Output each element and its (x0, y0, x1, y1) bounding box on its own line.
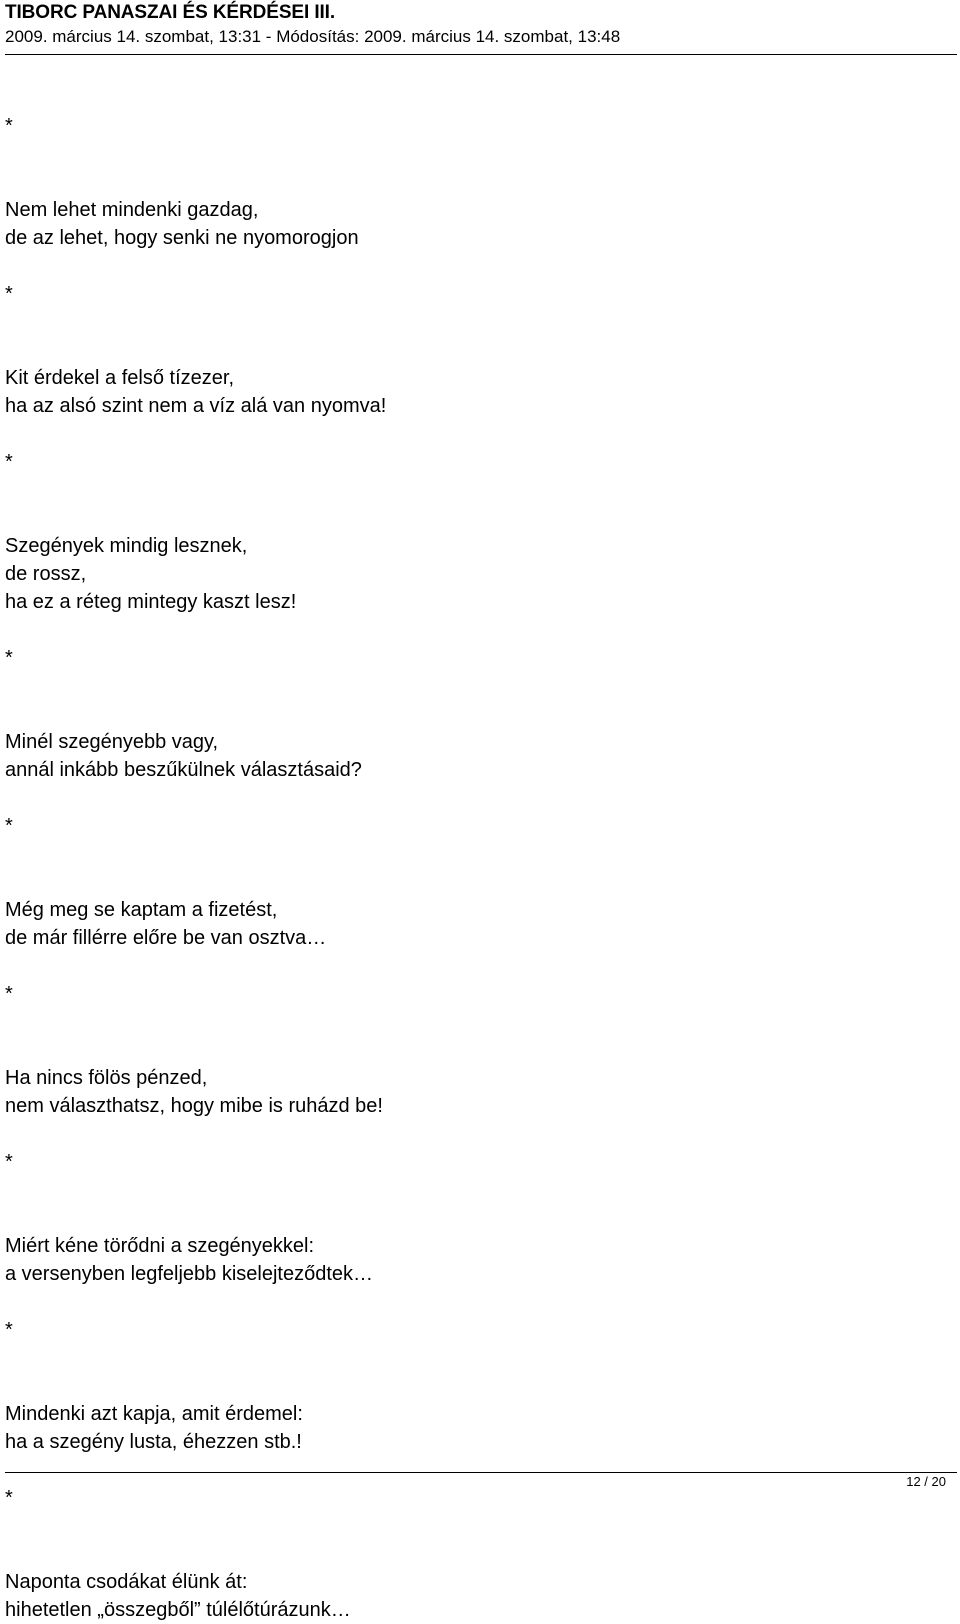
stanza (5, 280, 945, 448)
header-divider (5, 54, 957, 55)
verse-line: nem választhatsz, hogy mibe is ruházd be! (5, 1095, 383, 1117)
verse-line: de az lehet, hogy senki ne nyomorogjon (5, 227, 359, 249)
stanza-separator-star: * (5, 1151, 13, 1173)
stanza (5, 1484, 945, 1624)
stanza-separator-star: * (5, 283, 13, 305)
verse-line: ha ez a réteg mintegy kaszt lesz! (5, 591, 297, 613)
stanza-separator-star: * (5, 1319, 13, 1341)
verse-line: ha a szegény lusta, éhezzen stb.! (5, 1431, 302, 1453)
stanza-separator-star: * (5, 983, 13, 1005)
stanza-separator-star: * (5, 451, 13, 473)
verse-line: de rossz, (5, 563, 87, 585)
stanza-separator-star: * (5, 1487, 13, 1509)
date-meta: 2009. március 14. szombat, 13:31 - Módosítás: 2009. március 14. szombat, 13:48 (5, 27, 621, 46)
verse-line: Nem lehet mindenki gazdag, (5, 199, 259, 221)
verse-line: Mindenki azt kapja, amit érdemel: (5, 1403, 303, 1425)
verse-line: ha az alsó szint nem a víz alá van nyomva! (5, 395, 387, 417)
verse-line: hihetetlen „összegből” túlélőtúrázunk… (5, 1599, 351, 1621)
stanza (5, 448, 945, 644)
verse-line: de már fillérre előre be van osztva… (5, 927, 327, 949)
stanza (5, 980, 945, 1148)
stanza-separator-star: * (5, 815, 13, 837)
verse-line: Naponta csodákat élünk át: (5, 1571, 248, 1593)
stanza (5, 812, 945, 980)
stanza (5, 1148, 945, 1316)
verse-line: Kit érdekel a felső tízezer, (5, 367, 235, 389)
poem-body (5, 112, 945, 1624)
page-title: TIBORC PANASZAI ÉS KÉRDÉSEI III. (5, 2, 336, 23)
verse-line: a versenyben legfeljebb kiselejteződtek… (5, 1263, 373, 1285)
verse-line: Miért kéne törődni a szegényekkel: (5, 1235, 315, 1257)
verse-line: annál inkább beszűkülnek választásaid? (5, 759, 362, 781)
verse-line: Szegények mindig lesznek, (5, 535, 248, 557)
stanza (5, 644, 945, 812)
stanza (5, 1316, 945, 1484)
verse-line: Minél szegényebb vagy, (5, 731, 219, 753)
stanza-separator-star: * (5, 647, 13, 669)
stanza (5, 112, 945, 280)
verse-line: Még meg se kaptam a fizetést, (5, 899, 278, 921)
footer-divider (5, 1472, 957, 1473)
stanza-separator-star: * (5, 115, 13, 137)
page-number: 12 / 20 (906, 1474, 946, 1489)
document-header (5, 2, 957, 48)
verse-line: Ha nincs fölös pénzed, (5, 1067, 208, 1089)
